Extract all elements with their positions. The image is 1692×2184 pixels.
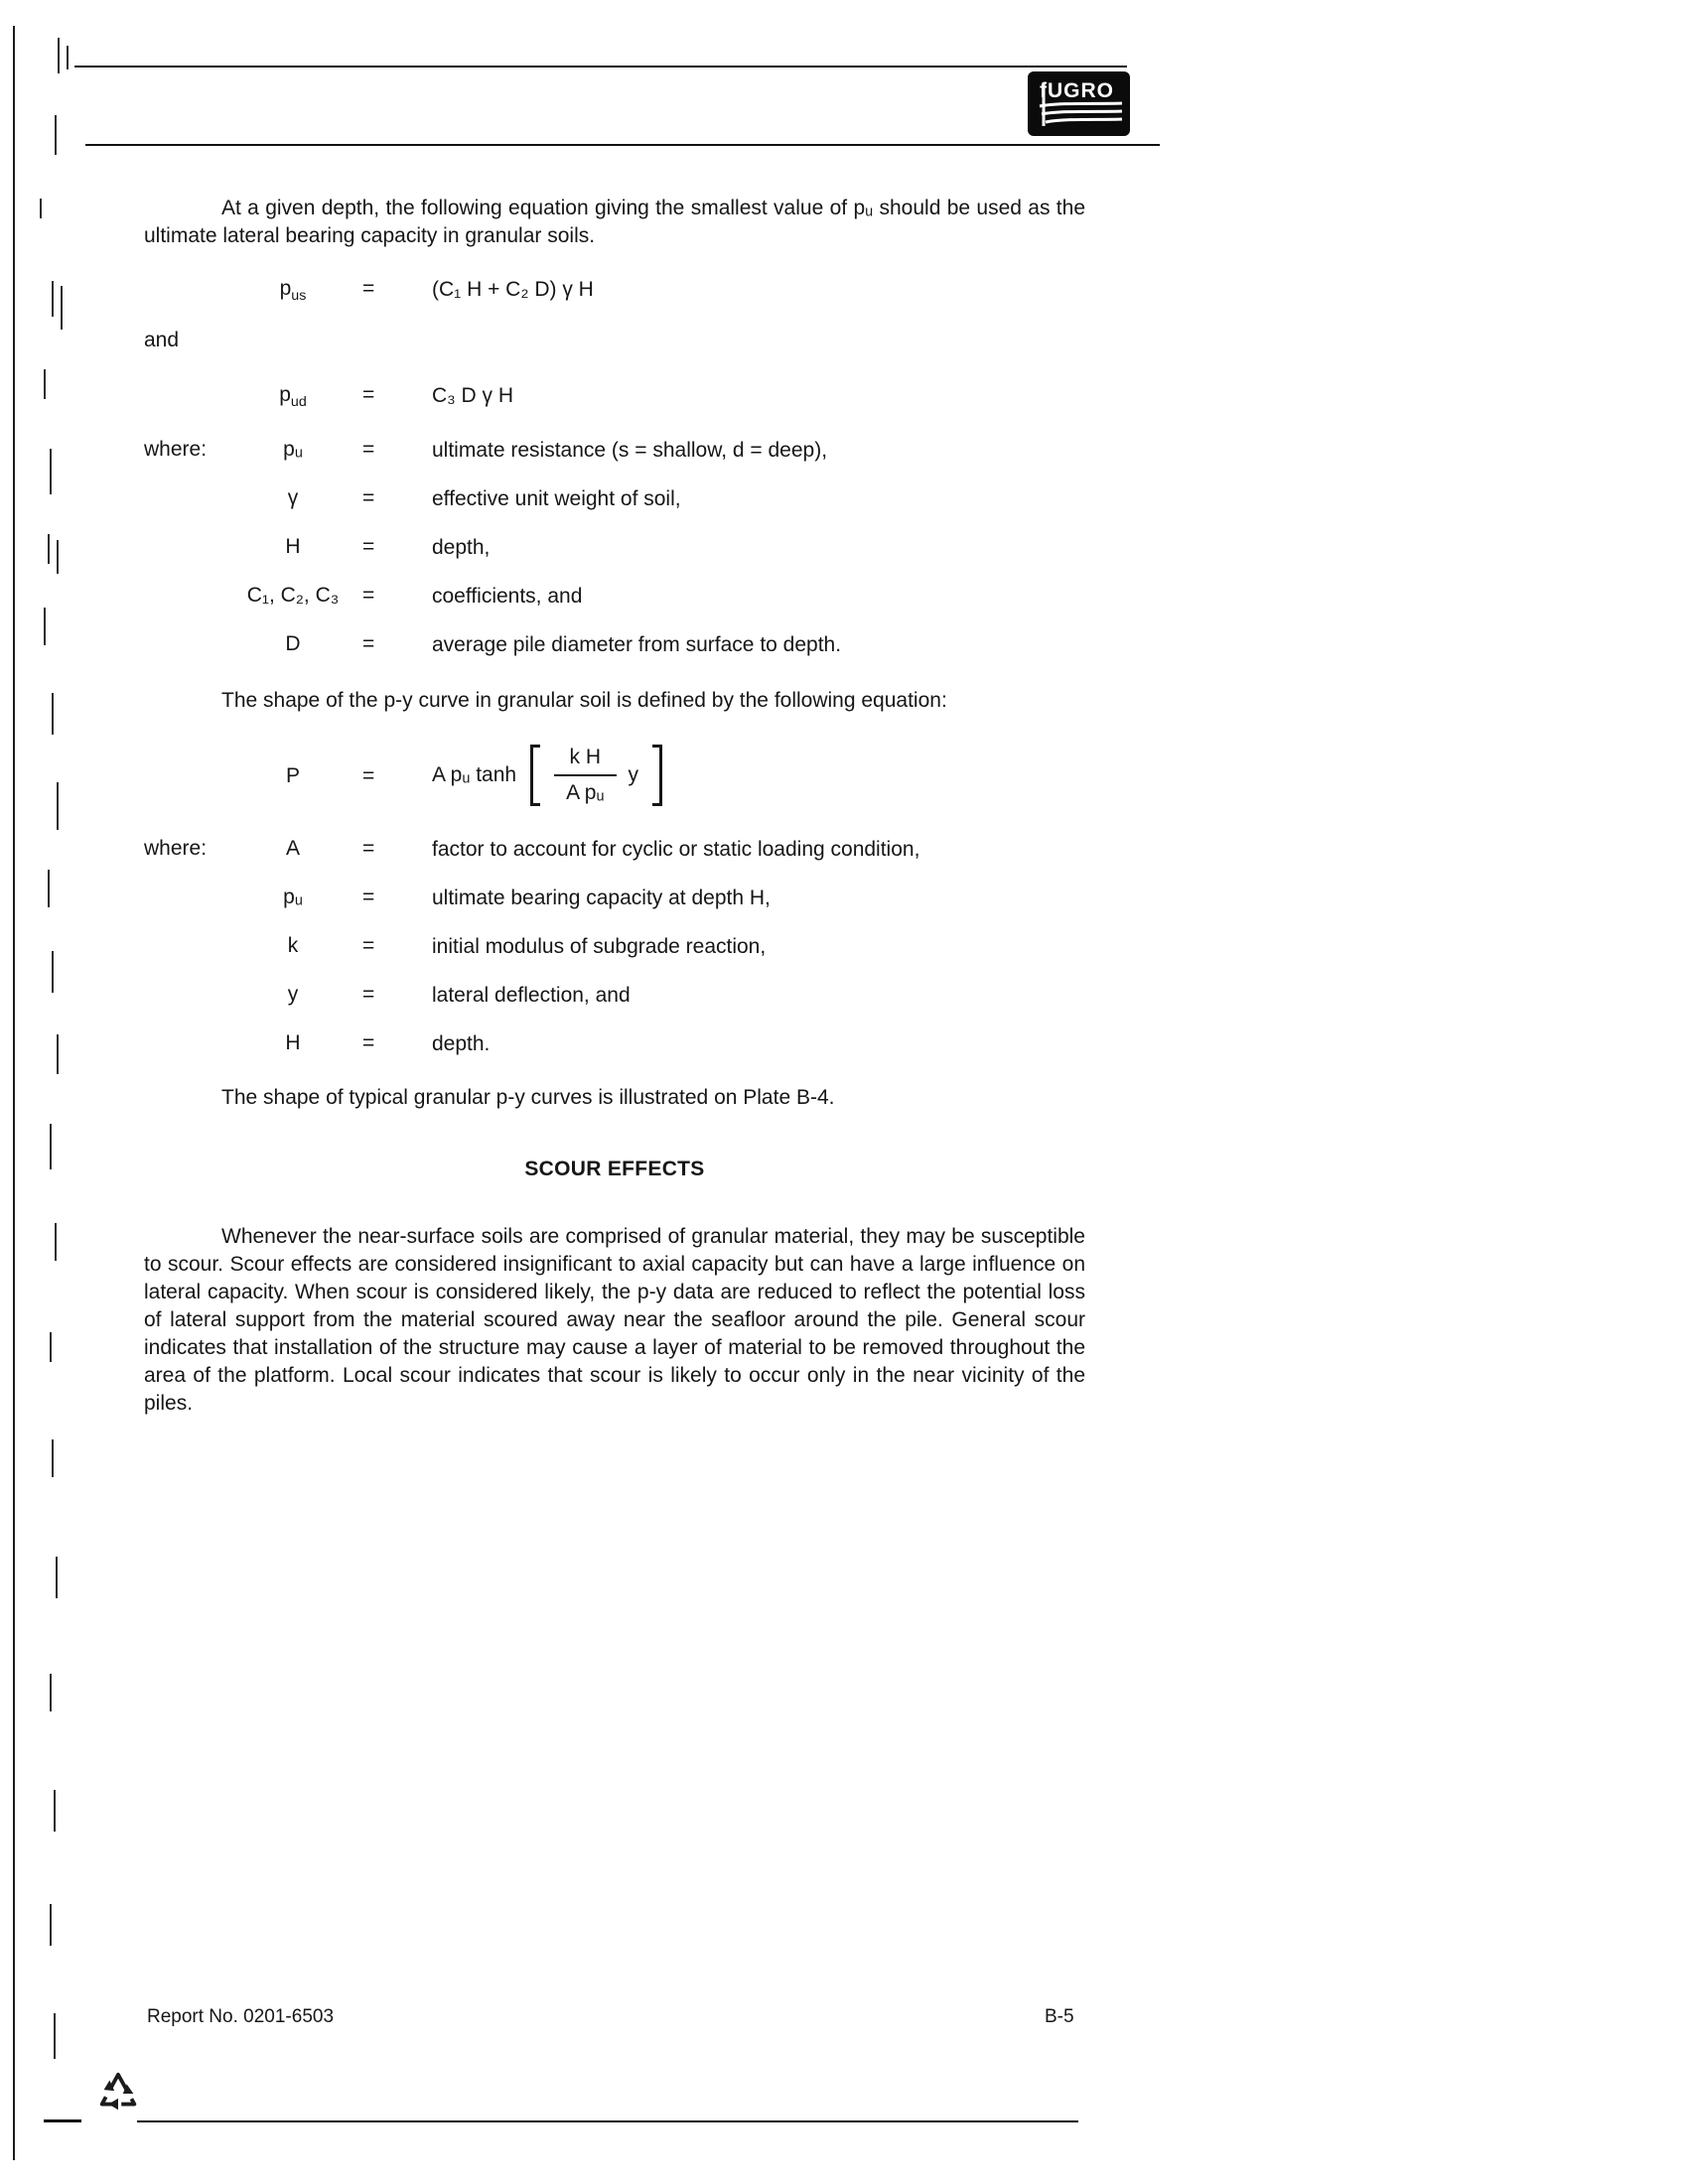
definition-text: initial modulus of subgrade reaction, bbox=[432, 935, 767, 959]
margin-mark bbox=[57, 782, 59, 830]
definition-term: A bbox=[285, 837, 300, 861]
equals-sign: = bbox=[362, 1031, 375, 1055]
definition-term: γ bbox=[287, 486, 299, 510]
intro-paragraph: At a given depth, the following equation giving the smallest value of pᵤ should be used as the ultimate lateral bearing capacity in granular soils. bbox=[144, 197, 1085, 247]
document-content bbox=[144, 195, 1085, 1418]
fugro-logo bbox=[1028, 71, 1130, 136]
equals-sign: = bbox=[362, 837, 375, 861]
scour-effects-heading: SCOUR EFFECTS bbox=[524, 1158, 705, 1181]
equals-sign: = bbox=[362, 277, 375, 300]
spacer bbox=[144, 984, 223, 1008]
variable-p: p bbox=[279, 277, 292, 300]
equals-sign: = bbox=[362, 584, 375, 608]
spacer bbox=[144, 1032, 223, 1056]
equals-sign: = bbox=[362, 535, 375, 559]
fraction-numerator: k H bbox=[554, 746, 616, 776]
spacer bbox=[144, 487, 223, 511]
margin-mark bbox=[50, 1904, 52, 1946]
definition-term: pᵤ bbox=[283, 886, 303, 909]
top-rule-2 bbox=[85, 144, 1160, 146]
bottom-rule bbox=[137, 2120, 1078, 2122]
equation-prefix: A pᵤ tanh bbox=[432, 763, 517, 787]
margin-mark bbox=[44, 369, 46, 399]
spacer bbox=[144, 887, 223, 910]
equation-rhs: C₃ D γ H bbox=[432, 384, 514, 408]
definition-text: average pile diameter from surface to depth. bbox=[432, 633, 842, 657]
py-curve-intro: The shape of the p-y curve in granular soil is defined by the following equation: bbox=[221, 689, 947, 713]
equation-lhs bbox=[223, 278, 362, 307]
equation-y-term: y bbox=[628, 763, 638, 787]
definition-term: C₁, C₂, C₃ bbox=[246, 584, 340, 608]
where-label: where: bbox=[144, 837, 208, 861]
margin-mark bbox=[50, 1332, 52, 1362]
spacer bbox=[144, 278, 223, 307]
equation-lhs bbox=[223, 384, 362, 413]
definition-term: H bbox=[285, 535, 301, 559]
definition-term: k bbox=[287, 934, 299, 958]
plate-note: The shape of typical granular p-y curves is illustrated on Plate B-4. bbox=[221, 1086, 835, 1110]
definition-text: ultimate resistance (s = shallow, d = deep), bbox=[432, 439, 828, 463]
margin-mark bbox=[48, 534, 50, 564]
recycle-icon-graphic bbox=[94, 2067, 142, 2118]
spacer bbox=[144, 536, 223, 560]
equals-sign: = bbox=[362, 886, 375, 909]
bottom-left-dash bbox=[44, 2119, 81, 2122]
margin-mark bbox=[40, 199, 42, 218]
margin-mark bbox=[52, 1439, 54, 1477]
equation-pud bbox=[144, 384, 1085, 413]
report-number: Report No. 0201-6503 bbox=[147, 2006, 335, 2027]
equals-sign: = bbox=[362, 763, 375, 787]
equation-pus bbox=[144, 278, 1085, 307]
equation-expression bbox=[432, 731, 1085, 820]
definition-text: coefficients, and bbox=[432, 585, 583, 609]
scan-left-edge-line bbox=[13, 26, 15, 2160]
margin-mark bbox=[48, 870, 50, 907]
definition-text: effective unit weight of soil, bbox=[432, 487, 681, 511]
recycle-icon bbox=[94, 2067, 142, 2123]
margin-mark bbox=[54, 1790, 56, 1832]
spacer bbox=[144, 633, 223, 657]
definition-text: lateral deflection, and bbox=[432, 984, 631, 1008]
variable-sub: ud bbox=[290, 394, 307, 411]
fraction bbox=[554, 746, 616, 805]
spacer bbox=[144, 384, 223, 413]
equation-lhs: P bbox=[285, 763, 300, 787]
equation-rhs bbox=[432, 731, 1085, 820]
definition-text: depth, bbox=[432, 536, 491, 560]
margin-mark bbox=[52, 281, 54, 317]
right-bracket-icon bbox=[652, 745, 662, 806]
left-bracket-icon bbox=[530, 745, 540, 806]
margin-mark bbox=[50, 1124, 52, 1169]
conjunction-and: and bbox=[144, 329, 180, 352]
equals-sign: = bbox=[362, 934, 375, 958]
equation-rhs: (C₁ H + C₂ D) γ H bbox=[432, 278, 594, 301]
variable-p: p bbox=[279, 383, 291, 407]
definition-term: H bbox=[285, 1031, 301, 1055]
margin-mark bbox=[44, 608, 46, 645]
fugro-logo-graphic bbox=[1028, 71, 1130, 136]
margin-mark bbox=[50, 449, 52, 494]
margin-mark bbox=[61, 286, 63, 330]
top-rule-1 bbox=[74, 66, 1127, 68]
definition-term: pᵤ bbox=[283, 438, 303, 462]
definition-text: ultimate bearing capacity at depth H, bbox=[432, 887, 771, 910]
fraction-denominator: A pᵤ bbox=[566, 781, 605, 805]
where-label: where: bbox=[144, 438, 208, 462]
margin-mark bbox=[52, 951, 54, 993]
spacer bbox=[144, 731, 223, 820]
definition-term: y bbox=[287, 983, 299, 1007]
scour-paragraph: Whenever the near-surface soils are comprised of granular material, they may be susceptible to scour. Scour effects are considered insignificant to axial capacity but can have a large influence on lateral capacity. When scour is considered likely, the p-y data are reduced to reflect the potential loss of lateral support from the material scoured away near the seafloor around the pile. General scour indicates that installation of the structure may cause a layer of material to be removed throughout the area of the platform. Local scour indicates that scour is likely to occur only in the near vicinity of the piles. bbox=[144, 1225, 1085, 1416]
margin-mark bbox=[57, 540, 59, 574]
margin-mark bbox=[55, 115, 57, 155]
equals-sign: = bbox=[362, 438, 375, 462]
variable-sub: us bbox=[291, 288, 307, 305]
where-list-2 bbox=[144, 838, 1085, 1056]
page-number: B-5 bbox=[1045, 2006, 1074, 2027]
py-equation bbox=[144, 731, 1085, 820]
equals-sign: = bbox=[362, 486, 375, 510]
margin-mark bbox=[67, 46, 69, 69]
margin-mark bbox=[50, 1674, 52, 1711]
margin-mark bbox=[52, 693, 54, 735]
margin-mark bbox=[58, 38, 60, 73]
margin-mark bbox=[57, 1034, 59, 1074]
margin-mark bbox=[56, 1557, 58, 1598]
margin-mark bbox=[55, 1223, 57, 1261]
spacer bbox=[144, 585, 223, 609]
equals-sign: = bbox=[362, 383, 375, 407]
equals-sign: = bbox=[362, 632, 375, 656]
fugro-logo-text: fUGRO bbox=[1040, 79, 1114, 102]
definition-text: factor to account for cyclic or static loading condition, bbox=[432, 838, 920, 862]
definition-text: depth. bbox=[432, 1032, 491, 1056]
spacer bbox=[144, 935, 223, 959]
equals-sign: = bbox=[362, 983, 375, 1007]
where-list-1 bbox=[144, 439, 1085, 657]
margin-mark bbox=[54, 2013, 56, 2059]
definition-term: D bbox=[285, 632, 301, 656]
